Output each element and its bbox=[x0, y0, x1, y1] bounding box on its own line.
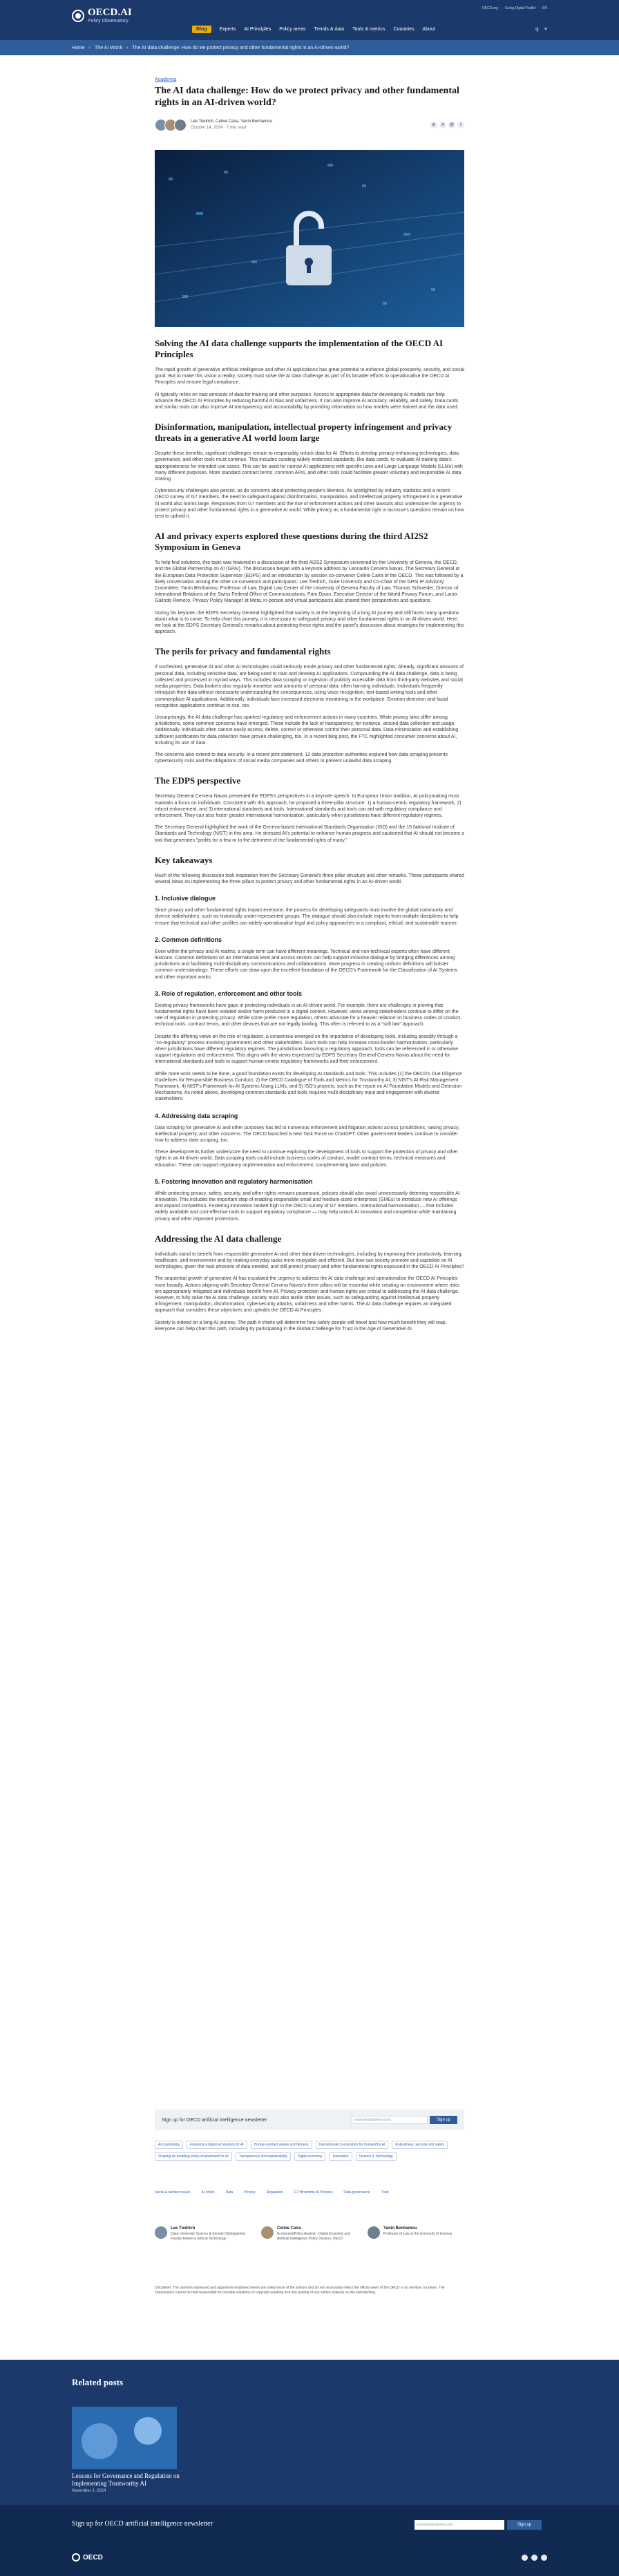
tag-link[interactable]: Transparency and explainability bbox=[236, 2152, 291, 2161]
paragraph: Cybersecurity challenges also persist, as do concerns about protecting people's likeness. As spotlighted by industry statistics and a recent OECD survey of G7 members, the need to safeguard against disinformation, manipulation, and intellectual property infringement in a generative AI world also looms large. Responses from G7 members and the rise of enforcement actions and other lawsuits also underscore the urgency to protect privacy and other fundamental rights in a generative AI world. While privacy as a fundamental right is lacrosse's questions remain on how best to uphold it. bbox=[155, 489, 464, 520]
disclaimer: Disclaimer: The opinions expressed and arguments employed herein are solely those of the authors and do not necessarily reflect the official views of the OECD or its member countries. The Organisation cannot be held responsible for possible violations of copyright resulting from the posting of any written material on this website/blog. bbox=[155, 2286, 445, 2295]
footer-logo[interactable] bbox=[72, 2553, 103, 2561]
paragraph: Society is indeed on a long AI journey. The path it charts will determine how safely people will travel and how much benefit they will reap. Everyone can help chart this path, including by participating in the Global Challenge for Trust in the Age of Generative AI. bbox=[155, 1320, 447, 1332]
takeaway-heading: 3. Role of regulation, enforcement and other tools bbox=[155, 989, 303, 997]
footer-social bbox=[522, 2555, 547, 2561]
related-post-date: November 2, 2024 bbox=[72, 2489, 106, 2493]
nav-experts[interactable]: Experts bbox=[219, 27, 236, 32]
related-image-graphic bbox=[72, 2407, 177, 2469]
topic-link[interactable]: AI ethics bbox=[201, 2190, 215, 2195]
avatar bbox=[368, 2226, 380, 2239]
paragraph: Secretary General Cervera Navas presented the EDPS's perspectives in a keynote speech. In European Union tradition, AI policymaking must maintain a focus on individuals. Consistent with this approach, he proposed a three-pillar structure: 1) a human-centric regulatory framework, 2) robust enforcement, and 3) international standards and tools. International standards and tools can aid with regulatory compliance and enforcement. They can also foster greater international harmonisation, particularly when jurisdictions have different regulatory regimes. bbox=[155, 794, 461, 818]
chevron-right-icon: › bbox=[88, 45, 91, 50]
author-card[interactable] bbox=[261, 2226, 358, 2242]
topic-link[interactable]: G7 Hiroshima AI Process bbox=[294, 2190, 333, 2195]
section-heading: Addressing the AI data challenge bbox=[155, 1233, 282, 1244]
linkedin-icon[interactable]: in bbox=[430, 122, 437, 129]
tag-link[interactable]: Innovation bbox=[329, 2152, 352, 2161]
nav-about[interactable]: About bbox=[422, 27, 435, 32]
read-time: 7 min read bbox=[226, 126, 247, 130]
paragraph: Despite the differing views on the role of regulation, a consensus emerged on the importance of developing tools, including possibly through a "co-regulatory" process involving government and other stakeholders. Such tools can help increase cross-border harmonisation, particularly when jurisdictions have different regulatory regimes. The jurisdictions favouring a regulatory approach, tools can be referenced in or otherwise support regulations and enforcement. This aligns with the views expressed by EDPS Secretary General Cervera Navas about the need for international standards and tools to support human-centric regulatory frameworks and their enforcement. bbox=[155, 1034, 459, 1065]
avatar bbox=[155, 2226, 167, 2239]
nav-tools[interactable]: Tools & metrics bbox=[352, 27, 385, 32]
takeaway-heading: 1. Inclusive dialogue bbox=[155, 895, 216, 902]
search-icon[interactable]: ⚲ bbox=[535, 27, 539, 32]
section-heading: The EDPS perspective bbox=[155, 775, 241, 786]
padlock-data-illustration bbox=[155, 150, 464, 327]
paragraph: Data scraping for generative AI and other purposes has led to numerous enforcement and litigation actions across jurisdictions, raising privacy, intellectual property, and other concerns. The OECD launched a new Task Force on ChatGPT. Other government leaders continue to consider how to address data scraping, too. bbox=[155, 1125, 460, 1144]
paragraph: Existing privacy frameworks have gaps in protecting individuals in an AI-driven world. For example, there are challenges in proving that fundamental rights have been violated and/or harm produced in a digital context. However, views among stakeholders continue to differ on the role of regulation in protecting privacy. While some prefer more regulation, others advocate for a heavier reliance on business codes of conduct, technical tools, contract terms, and other devices that are not legally binding. This often is referred to as a "soft law" approach. bbox=[155, 1003, 462, 1027]
article bbox=[155, 55, 464, 1338]
top-link[interactable]: Going Digital Toolkit bbox=[504, 6, 536, 10]
nav-blog[interactable]: Blog bbox=[192, 26, 211, 33]
footer-newsletter-label: Sign up for OECD artificial intelligence newsletter bbox=[72, 2520, 213, 2528]
nav-policy-areas[interactable]: Policy areas bbox=[279, 27, 306, 32]
paragraph: The Secretary General highlighted the work of the Geneva-based International Standards Organisation (ISO) and the 15 National Institute of Standards and Technology (NIST) in this area. He stressed AI's potential to enhance human progress and cautioned that AI should not become a tool that generates "profits for a few or to the detriment of the fundamental rights of many." bbox=[155, 825, 464, 843]
hero-image bbox=[155, 150, 464, 327]
tag-link[interactable]: Science & Technology bbox=[356, 2152, 397, 2161]
top-links bbox=[482, 6, 547, 10]
related-posts bbox=[0, 2360, 619, 2505]
tag-list bbox=[155, 2141, 464, 2161]
related-post-image[interactable] bbox=[72, 2407, 177, 2469]
main-nav bbox=[192, 26, 547, 33]
author-role: Economist/Policy Analyst - Digital Economy and Artificial Intelligence Policy Division, OECD bbox=[277, 2232, 350, 2241]
paragraph: While more work needs to be done, a good foundation exists for developing AI standards and tools. This includes (1) the OECD's Due Diligence Guidelines for Responsible Business Conduct, 2) the OECD Catalogue of Tools and Metrics for Trustworthy AI, 3) NIST's AI Risk Management Framework, 4) NIST's Framework for AI Systems Using LLMs, and 5) ISO's projects, such as the report on AI Foundation Models and Detection Mechanisms. As noted above, developing common standards and tools requires multi-disciplinary input and engagement with diverse stakeholders. bbox=[155, 1071, 462, 1102]
tag-link[interactable]: Shaping an enabling policy environment for AI bbox=[155, 2152, 232, 2161]
article-meta: Lee Tiedrich, Celine Caira, Yanin Benhamou October 14, 2024 · 7 min read in X @ f bbox=[155, 114, 464, 136]
paragraph: These developments further underscore the need to continue exploring the development of tools to support the protection of privacy and other rights in an AI-driven world. Data scraping tools could include business codes of conduct, model contract terms, technical measures and education. These can support regulatory implementation and enforcement, complementing laws and policies. bbox=[155, 1150, 458, 1168]
footer-signup-button[interactable]: Sign up bbox=[507, 2520, 542, 2530]
chevron-right-icon: › bbox=[126, 45, 128, 50]
paragraph: AI typically relies on vast amounts of data for training and other purposes. Access to appropriate data for developing AI models can help advance the OECD AI Principles by reducing harmful AI bias and unfairness. It can also improve AI accuracy, reliability, and safety. Data cards and similar tools can also improve AI transparency and accountability by providing information on how models were trained and the data used. bbox=[155, 392, 459, 410]
paragraph: Despite these benefits, significant challenges remain to responsibly unlock data for AI. Efforts to develop privacy-enhancing technologies, data governance, and other tools must continue. This includes curating widely endorsed standards, like data cards, to evaluate AI training data's appropriateness for intended use cases. This can be used for narrow AI applications with specific uses and Large Language Models (LLMs) with many different purposes. More standard contract terms, common APIs, and other tools could facilitate greater voluntary and responsible AI data sharing. bbox=[155, 451, 463, 482]
newsletter-box bbox=[155, 2110, 464, 2130]
paragraph: While protecting privacy, safety, security, and other rights remains paramount, policies should also avoid unnecessarily deterring responsible AI innovation. This includes the important step of enabling responsible small and medium-sized enterprises (SMEs) to introduce new AI offerings and expand competition. Fostering innovation ranked high in the OECD survey of G7 members. International harmonisation — that includes widely available and cost-effective tools to support regulatory compliance — may help unlock AI innovation and competition while maintaining privacy and other important protections. bbox=[155, 1191, 460, 1222]
footer-email-input[interactable]: example@address.com bbox=[415, 2520, 504, 2530]
related-title: Related posts bbox=[72, 2377, 124, 2387]
facebook-icon[interactable]: f bbox=[457, 122, 464, 129]
section-heading: Key takeaways bbox=[155, 854, 213, 865]
newsletter-email-input[interactable]: example@address.com bbox=[352, 2116, 428, 2124]
tag-link[interactable]: Digital economy bbox=[294, 2152, 326, 2161]
language-switch[interactable]: EN bbox=[542, 6, 547, 10]
paragraph: If unchecked, generative AI and other AI technologies could seriously erode privacy and other fundamental rights. Already, significant amounts of personal data, including sensitive data, are being used to train and develop AI applications. Compounding the AI data challenge, data is being collected and processed in myriad ways. This includes data scraping or ingestion of publicly accessible data from third-party websites and social media properties. Data brokers also regularly monetise vast amounts of personal data, often harming individuals. Individuals frequently relinquish their data without necessarily understanding the consequences, using voice recognition, text-based writing tools and other commonplace AI applications. Additionally, individuals face increased electronic monitoring in the workplace. Emotion detection and facial recognition applications continue to rise, too. bbox=[155, 665, 464, 708]
paragraph: During his keynote, the EDPS Secretary General highlighted that society is at the beginning of a long AI journey and still faces many questions about what is to come. To help chart this journey, it is necessary to safeguard privacy and other fundamental rights in an AI-driven world. Here, we look at the EDPS Secretary General's remarks about protecting these rights and the panel's discussion about strategies for implementing this approach. bbox=[155, 610, 464, 635]
author-name[interactable]: Celine Caira bbox=[277, 2226, 301, 2231]
twitter-icon[interactable]: X bbox=[439, 122, 446, 129]
section-heading: AI and privacy experts explored these questions during the third AI2S2 Symposium in Geneva bbox=[155, 531, 428, 553]
nav-trends[interactable]: Trends & data bbox=[314, 27, 345, 32]
paragraph: The sequential growth of generative AI has escalated the urgency to address the AI data challenge and operationalise the OECD AI Principles more broadly. Actions aligning with Secretary General Cervera Navas's three pillars will be essential while creating an environment where risks are appropriately mitigated and individuals benefit from AI. Privacy protection and human rights are critical to addressing the AI data challenge. However, to fully solve the AI data challenge, society must also tackle other issues, such as safeguarding against intellectual property infringement, manipulation, disinformation, cybersecurity attacks, unfairness and other harms. The AI data challenge requires an integrated approach that considers these objectives and upholds the OECD AI Principles. bbox=[155, 1276, 459, 1314]
topic-link[interactable]: Regulation bbox=[266, 2190, 283, 2195]
oecd-logo-icon bbox=[72, 2553, 80, 2561]
paragraph: Even within the privacy and AI realms, a single term can have different meanings. Technical and non-technical experts often have different lexicons. Common definitions on an international level and across sectors can help support inclusive dialogue by bridging differences among jurisdictions and facilitating multi-disciplinary communications and collaborations. More progress in creating uniform definitions will bolster common understandings. These efforts can draw upon the excellent foundation of the OECD's Framework for the Classification of AI Systems and other important works. bbox=[155, 949, 458, 980]
logo-subtitle: Policy Observatory bbox=[88, 19, 128, 23]
tag-link[interactable]: Human-centred values and fairness bbox=[251, 2141, 312, 2149]
paragraph: Unsurprisingly, the AI data challenge has sparked regulatory and enforcement actions in many countries. While privacy laws differ among jurisdictions, some common concerns have emerged. These include the lack of transparency, for instance, around data collection and usage. Additionally, individuals often cannot easily access, delete, correct or otherwise control their personal data. Data minimisation and establishing sufficient justification for data collection have proven challenging, too. In a recent blog post, the FTC highlighted consumer concerns about AI, including its use of data. bbox=[155, 714, 459, 746]
site-header bbox=[0, 0, 619, 40]
section-heading: Disinformation, manipulation, intellectual property infringement and privacy threats in a generative AI world loom large bbox=[155, 422, 453, 444]
section-heading: The perils for privacy and fundamental rights bbox=[155, 646, 331, 657]
related-post-title[interactable]: Lessons for Governance and Regulation on Implementing Trustworthy AI bbox=[72, 2472, 180, 2487]
share-buttons bbox=[430, 122, 464, 129]
author-card[interactable] bbox=[155, 2226, 251, 2242]
nav-countries[interactable]: Countries bbox=[393, 27, 415, 32]
footer-logo-text: OECD bbox=[83, 2553, 103, 2561]
paragraph: The concerns also extend to data security. In a recent joint statement, 12 data protection authorities explored how data scraping presents cybersecurity risks and the obligations of social media companies and others to prevent unlawful data scraping. bbox=[155, 752, 448, 764]
author-role: Duke University Science & Society Distinguished Faculty Fellow in Ethical Technology bbox=[171, 2232, 246, 2241]
top-link[interactable]: OECD.org bbox=[482, 6, 498, 10]
topic-link[interactable]: Trust bbox=[381, 2190, 389, 2195]
twitter-icon[interactable] bbox=[522, 2555, 528, 2561]
breadcrumb-home[interactable]: Home bbox=[72, 45, 85, 50]
tag-link[interactable]: Fostering a digital ecosystem for AI bbox=[187, 2141, 247, 2149]
takeaway-heading: 4. Addressing data scraping bbox=[155, 1112, 238, 1119]
paragraph: The rapid growth of generative artificial intelligence and other AI applications has great potential to enhance global prosperity, security, and social good. But to make this vision a reality, society must solve the AI data challenge as part of its broader efforts to operationalise the OECD AI Principles and ensure legal compliance. bbox=[155, 368, 465, 386]
paragraph: Since privacy and other fundamental rights impact everyone, the process for developing safeguards must involve the global community and diverse stakeholders, such as historically under-represented groups. The dialogue should also include experts from multiple disciplines to help ensure that technical and other profiles can widely operationalise legal and policy approaches in a compliant, ethical, and sustainable manner. bbox=[155, 908, 459, 926]
tag-link[interactable]: International co-operation for trustworthy AI bbox=[316, 2141, 389, 2149]
youtube-icon[interactable] bbox=[541, 2555, 547, 2561]
avatar bbox=[261, 2226, 274, 2239]
email-icon[interactable]: @ bbox=[449, 123, 455, 127]
publish-date: October 14, 2024 bbox=[191, 126, 223, 130]
newsletter-signup-button[interactable]: Sign up bbox=[430, 2116, 457, 2124]
topic-link[interactable]: Social & welfare issues bbox=[155, 2190, 191, 2195]
logo-title: OECD.AI bbox=[88, 7, 132, 18]
author-role: Professor of Law at the University of Geneva bbox=[383, 2232, 453, 2236]
breadcrumb bbox=[0, 40, 619, 55]
linkedin-icon[interactable] bbox=[531, 2555, 537, 2561]
author-names[interactable]: Lee Tiedrich, Celine Caira, Yanin Benhamou bbox=[191, 120, 272, 124]
tag-link[interactable]: Robustness, security and safety bbox=[392, 2141, 448, 2149]
breadcrumb-wonk[interactable]: The AI Wonk bbox=[95, 45, 122, 50]
article-category[interactable]: Academia bbox=[155, 77, 177, 82]
paragraph: Individuals stand to benefit from responsible generative AI and other data-driven technologies, including by improving their productivity, learning, healthcare, and environment and by making everyday tasks more enjoyable and efficient. But how can society promote and capitalise on AI technologies, given the vast amounts of data needed, and still protect privacy and other fundamental rights espoused in the OECD AI Principles? bbox=[155, 1251, 464, 1270]
author-name[interactable]: Yanin Benhamou bbox=[383, 2226, 417, 2231]
takeaway-heading: 5. Fostering innovation and regulatory harmonisation bbox=[155, 1177, 313, 1185]
author-card[interactable] bbox=[368, 2226, 464, 2242]
topic-link[interactable]: Data bbox=[225, 2190, 234, 2195]
breadcrumb-current: The AI data challenge: How do we protect privacy and other fundamental rights in an AI-driven world? bbox=[132, 45, 350, 50]
topic-link[interactable]: Privacy bbox=[244, 2190, 256, 2195]
paragraph: Much of the following discussion took inspiration from the Secretary General's three-pillar structure and other remarks. These participants shared several ideas on implementing the three pillars to protect privacy and other fundamental rights in an AI-driven world. bbox=[155, 873, 464, 884]
site-footer bbox=[0, 2505, 619, 2576]
author-cards bbox=[155, 2226, 464, 2242]
paragraph: To help find solutions, this topic was featured in a discussion at the third AI2S2 Symposium convened by the University of Geneva, the OECD, and the Global Partnership on AI (GPAI). The discussion began with a keynote address by Leonardo Cervera Navas, The Secretary General at the European Data Protection Supervisor (EDPS) and an introduction by session co-convenor Celine Caira of the OECD. This was followed by a lively conversation among the other co-convenors and participants: Lee Tiedrich, Duke University and Co-Chair of the GPAI IP Advisory Committee; Yanin Benhamou, Professor of Law, Digital Law Center of the University of Geneva Faculty of Law, Thomas Schneider, Director of International Relations at the Swiss Federal Office of Communications, Pam Dixon, Executive Director of the World Privacy Forum, and Laura Galindo Romero, Privacy Policy Manager at Meta, in-person and virtual participants also shared their perspectives and questions. bbox=[155, 560, 464, 604]
avatar[interactable] bbox=[174, 119, 187, 131]
author-name[interactable]: Lee Tiedrich bbox=[171, 2226, 196, 2231]
oecd-ai-logo[interactable] bbox=[72, 7, 132, 24]
page-title: The AI data challenge: How do we protect privacy and other fundamental rights in an AI-driven world? bbox=[155, 86, 459, 108]
takeaway-heading: 2. Common definitions bbox=[155, 936, 222, 943]
newsletter-label: Sign up for OECD artificial intelligence newsletter bbox=[162, 2117, 267, 2123]
nav-ai-principles[interactable]: AI Principles bbox=[244, 27, 272, 32]
topic-link[interactable]: Data governance bbox=[343, 2190, 370, 2195]
menu-icon[interactable]: ≡ bbox=[544, 26, 547, 32]
tag-link[interactable]: Accountability bbox=[155, 2141, 183, 2149]
section-heading: Solving the AI data challenge supports the implementation of the OECD AI Principles bbox=[155, 338, 444, 359]
oecd-logo-icon bbox=[72, 10, 84, 22]
topic-list bbox=[155, 2190, 464, 2195]
